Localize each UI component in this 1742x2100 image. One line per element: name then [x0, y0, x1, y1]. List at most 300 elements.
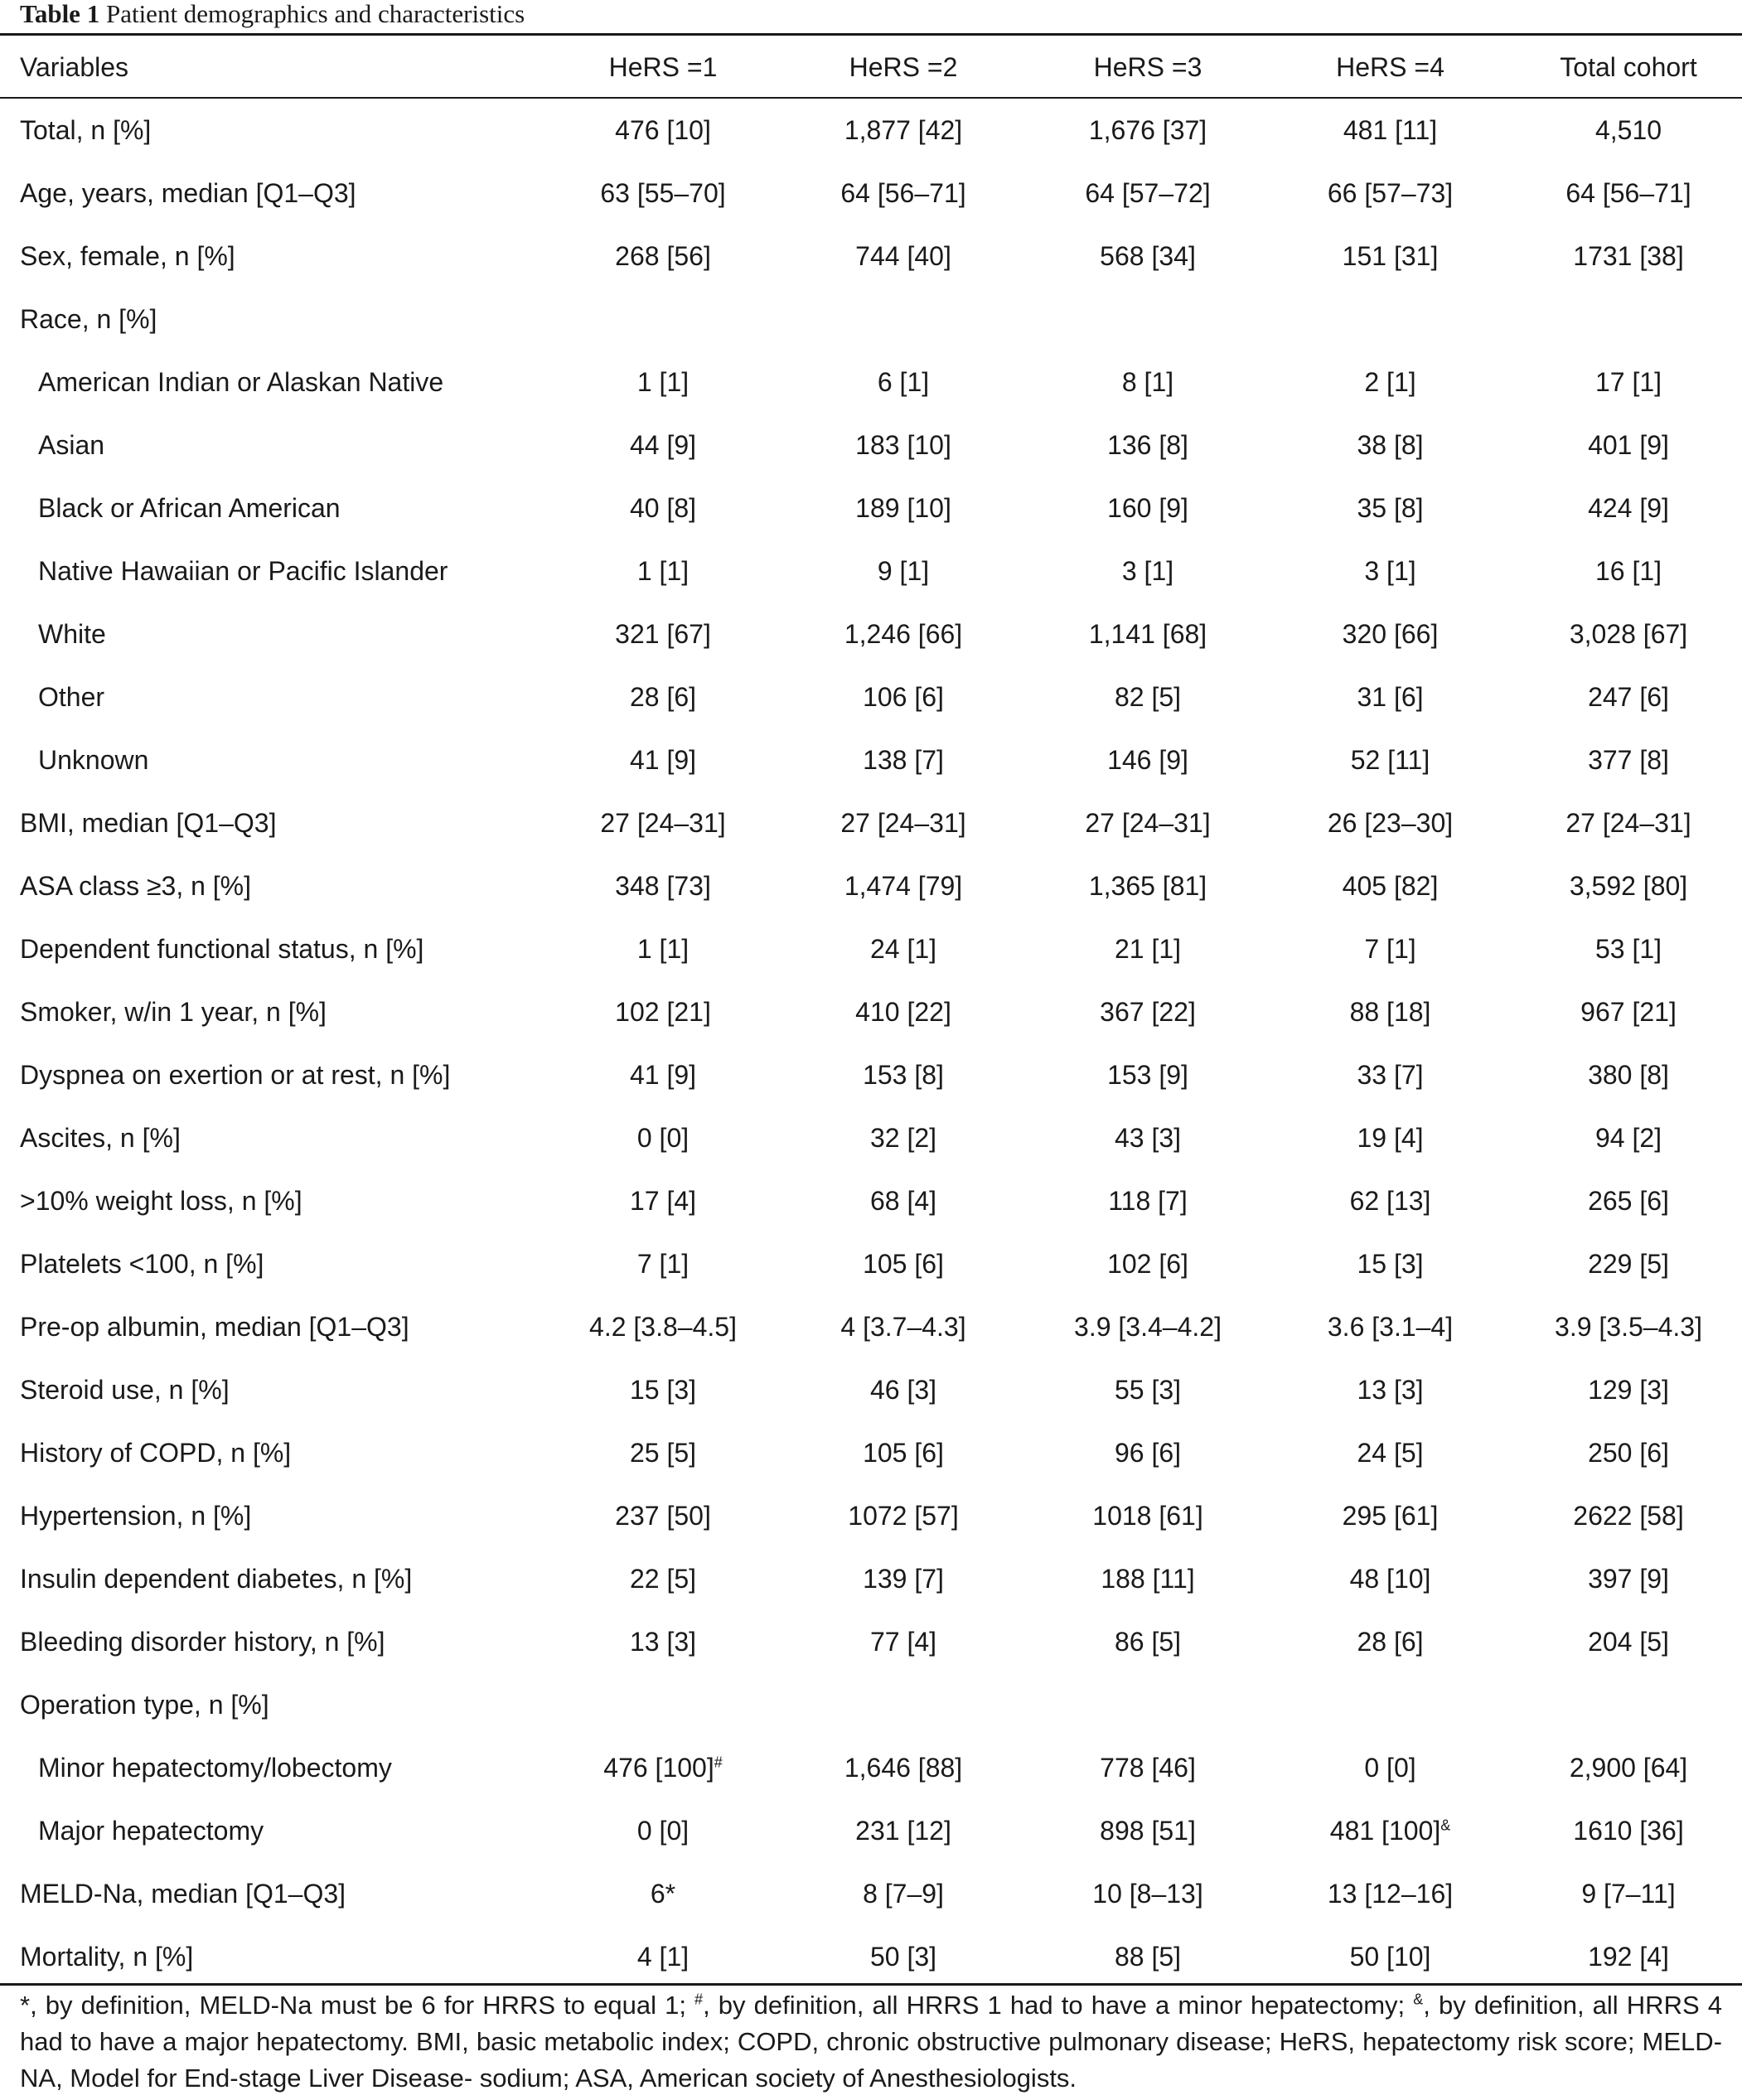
cell-value-text: 295 [61] — [1342, 1501, 1439, 1531]
cell-footnote-mark: # — [714, 1754, 723, 1771]
cell-value — [547, 1862, 779, 1925]
cell-value — [547, 665, 779, 728]
row-label: Operation type, n [%] — [20, 1690, 269, 1720]
cell-value-text: 43 [3] — [1114, 1123, 1182, 1153]
table-row — [0, 1169, 1742, 1232]
cell-value-text: 86 [5] — [1114, 1627, 1182, 1657]
cell-value-text: 229 [5] — [1588, 1249, 1669, 1279]
cell-value-text: 7 [1] — [636, 1249, 690, 1279]
cell-value — [1272, 665, 1508, 728]
cell-value — [787, 540, 1019, 602]
cell-value-text: 778 [46] — [1100, 1753, 1196, 1783]
cell-value — [1272, 351, 1508, 414]
cell-value-text: 9 [7–11] — [1581, 1879, 1676, 1909]
cell-value-text: 139 [7] — [863, 1564, 944, 1594]
cell-value-text: 898 [51] — [1100, 1816, 1196, 1846]
cell-value — [787, 1358, 1019, 1421]
cell-value — [1512, 854, 1742, 917]
row-label: MELD-Na, median [Q1–Q3] — [20, 1879, 346, 1909]
cell-value — [787, 1295, 1019, 1358]
cell-value-text: 424 [9] — [1588, 493, 1669, 523]
cell-value-text: 31 [6] — [1357, 682, 1424, 712]
cell-value-text: 77 [4] — [869, 1627, 937, 1657]
cell-footnote-mark: & — [1440, 1817, 1451, 1834]
cell-value-text: 405 [82] — [1342, 871, 1439, 901]
cell-value — [1272, 477, 1508, 540]
table-row — [0, 1610, 1742, 1673]
cell-value-text: 63 [55–70] — [600, 178, 726, 208]
cell-value-text: 321 [67] — [615, 619, 711, 649]
cell-value-text: 27 [24–31] — [1565, 808, 1691, 838]
cell-value-text: 4,510 — [1594, 115, 1662, 145]
row-label: ASA class ≥3, n [%] — [20, 871, 252, 901]
table-caption-text: Patient demographics and characteristics — [105, 0, 525, 28]
cell-value — [547, 854, 779, 917]
cell-value-text: 24 [1] — [869, 934, 937, 964]
cell-value — [1512, 1925, 1742, 1988]
cell-value-text: 476 [100] — [603, 1753, 714, 1783]
cell-value — [787, 225, 1019, 288]
cell-value — [787, 288, 1019, 351]
cell-value — [547, 1610, 779, 1673]
cell-value — [787, 1043, 1019, 1106]
cell-value — [1028, 1169, 1268, 1232]
cell-value — [1512, 1106, 1742, 1169]
cell-value-text: 153 [8] — [863, 1060, 944, 1090]
table-row — [0, 540, 1742, 602]
cell-value — [1272, 540, 1508, 602]
cell-value-text: 15 [3] — [1357, 1249, 1424, 1279]
cell-value-text: 62 [13] — [1349, 1186, 1431, 1216]
cell-value — [1512, 1169, 1742, 1232]
cell-value-text: 22 [5] — [629, 1564, 697, 1594]
cell-value-text: 3,028 [67] — [1569, 619, 1688, 649]
cell-value-text: 250 [6] — [1588, 1438, 1669, 1468]
cell-value-text: 15 [3] — [629, 1375, 697, 1405]
cell-value-text: 2 [1] — [1364, 367, 1416, 397]
cell-value — [787, 665, 1019, 728]
header-total-cohort: Total cohort — [1560, 52, 1697, 82]
cell-value-text: 1 [1] — [636, 367, 690, 397]
cell-value-text: 3,592 [80] — [1569, 871, 1688, 901]
cell-value-text: 1,877 [42] — [844, 115, 963, 145]
cell-value — [1272, 414, 1508, 477]
cell-value-text: 41 [9] — [629, 1060, 697, 1090]
row-label: Native Hawaiian or Pacific Islander — [38, 556, 448, 586]
cell-value-text: 476 [10] — [615, 115, 711, 145]
cell-value-text: 105 [6] — [863, 1249, 944, 1279]
cell-value-text: 2622 [58] — [1573, 1501, 1684, 1531]
cell-value-text: 204 [5] — [1588, 1627, 1669, 1657]
cell-value-text: 1,676 [37] — [1088, 115, 1207, 145]
cell-value — [547, 791, 779, 854]
cell-value — [547, 917, 779, 980]
cell-value — [1028, 791, 1268, 854]
table-row — [0, 665, 1742, 728]
cell-value-text: 3.6 [3.1–4] — [1327, 1312, 1454, 1342]
cell-value-text: 1,141 [68] — [1088, 619, 1207, 649]
cell-value-text: 7 [1] — [1364, 934, 1416, 964]
cell-value — [787, 854, 1019, 917]
table-row — [0, 1862, 1742, 1925]
cell-value-text: 10 [8–13] — [1092, 1879, 1203, 1909]
table-row — [0, 917, 1742, 980]
cell-value-text: 32 [2] — [869, 1123, 937, 1153]
cell-value-text: 129 [3] — [1588, 1375, 1669, 1405]
cell-value-text: 1018 [61] — [1092, 1501, 1203, 1531]
cell-value — [787, 917, 1019, 980]
cell-value — [547, 602, 779, 665]
cell-value — [787, 1673, 1019, 1736]
cell-value-text: 24 [5] — [1357, 1438, 1424, 1468]
footnote-text-1: *, by definition, MELD-Na must be 6 for HRRS to equal 1; — [20, 1991, 695, 2020]
cell-value — [1512, 1295, 1742, 1358]
cell-value-text: 744 [40] — [855, 241, 951, 271]
cell-value-text: 1,474 [79] — [844, 871, 963, 901]
cell-value — [547, 1169, 779, 1232]
cell-value — [1272, 1232, 1508, 1295]
row-label: Ascites, n [%] — [20, 1123, 181, 1153]
cell-value — [1512, 1547, 1742, 1610]
cell-value-text: 50 [3] — [869, 1942, 937, 1972]
cell-value — [547, 1925, 779, 1988]
cell-value-text: 50 [10] — [1349, 1942, 1431, 1972]
cell-value-text: 105 [6] — [863, 1438, 944, 1468]
cell-value-text: 231 [12] — [855, 1816, 951, 1846]
cell-value-text: 6 [1] — [877, 367, 930, 397]
cell-value-text: 38 [8] — [1357, 430, 1424, 460]
cell-value-text: 3.9 [3.5–4.3] — [1555, 1312, 1702, 1342]
cell-value — [787, 1925, 1019, 1988]
cell-value — [1028, 477, 1268, 540]
cell-value — [1028, 162, 1268, 225]
table-caption — [20, 0, 525, 30]
cell-value-text: 9 [1] — [877, 556, 930, 586]
row-label: Smoker, w/in 1 year, n [%] — [20, 997, 327, 1027]
cell-value — [787, 99, 1019, 162]
cell-value-text: 64 [57–72] — [1085, 178, 1211, 208]
cell-value — [787, 980, 1019, 1043]
cell-value-text: 568 [34] — [1100, 241, 1196, 271]
cell-value-text: 1072 [57] — [848, 1501, 959, 1531]
cell-value — [1028, 225, 1268, 288]
table-row — [0, 1106, 1742, 1169]
cell-value-text: 88 [5] — [1114, 1942, 1182, 1972]
cell-value-text: 138 [7] — [863, 745, 944, 775]
cell-value — [1272, 1925, 1508, 1988]
cell-value-text: 96 [6] — [1114, 1438, 1182, 1468]
cell-value — [1512, 477, 1742, 540]
cell-value-text: 19 [4] — [1357, 1123, 1424, 1153]
cell-value-text: 68 [4] — [869, 1186, 937, 1216]
cell-value — [1512, 1736, 1742, 1799]
cell-value — [1512, 1610, 1742, 1673]
cell-value-text: 26 [23–30] — [1327, 808, 1454, 838]
cell-value — [1512, 1799, 1742, 1862]
cell-value-text: 28 [6] — [1357, 1627, 1424, 1657]
cell-value — [1272, 1295, 1508, 1358]
cell-value-text: 192 [4] — [1588, 1942, 1669, 1972]
cell-value — [787, 351, 1019, 414]
table-row — [0, 414, 1742, 477]
cell-value — [1272, 728, 1508, 791]
cell-value — [787, 791, 1019, 854]
cell-value — [1272, 917, 1508, 980]
cell-value-text: 377 [8] — [1588, 745, 1669, 775]
table-row — [0, 1547, 1742, 1610]
cell-value — [1028, 1232, 1268, 1295]
cell-value-text: 1731 [38] — [1573, 241, 1684, 271]
table-row — [0, 1043, 1742, 1106]
row-label: >10% weight loss, n [%] — [20, 1186, 302, 1216]
cell-value-text: 401 [9] — [1588, 430, 1669, 460]
cell-value — [1272, 1736, 1508, 1799]
cell-value — [547, 1043, 779, 1106]
cell-value — [1272, 1043, 1508, 1106]
row-label: Minor hepatectomy/lobectomy — [38, 1753, 392, 1783]
cell-value — [1272, 1106, 1508, 1169]
cell-value-text: 146 [9] — [1107, 745, 1188, 775]
cell-value — [1512, 1862, 1742, 1925]
cell-value — [1272, 602, 1508, 665]
cell-value-text: 21 [1] — [1114, 934, 1182, 964]
cell-value — [787, 602, 1019, 665]
cell-value-text: 46 [3] — [869, 1375, 937, 1405]
cell-value-text: 13 [3] — [629, 1627, 697, 1657]
cell-value — [1272, 1673, 1508, 1736]
table-row — [0, 728, 1742, 791]
cell-value-text: 136 [8] — [1107, 430, 1188, 460]
cell-value — [1272, 1358, 1508, 1421]
cell-value-text: 0 [0] — [1364, 1753, 1416, 1783]
cell-value — [1512, 728, 1742, 791]
cell-value — [547, 1106, 779, 1169]
cell-value — [1512, 99, 1742, 162]
cell-value — [1028, 917, 1268, 980]
table-row — [0, 1421, 1742, 1484]
cell-value — [547, 980, 779, 1043]
cell-value-text: 102 [6] — [1107, 1249, 1188, 1279]
header-hers-2: HeRS =2 — [849, 52, 958, 82]
table-row — [0, 1925, 1742, 1988]
table-row — [0, 1673, 1742, 1736]
row-label: White — [38, 619, 106, 649]
cell-value-text: 183 [10] — [855, 430, 951, 460]
cell-value — [1028, 1610, 1268, 1673]
table-row — [0, 1799, 1742, 1862]
footnote-sup-amp: & — [1413, 1991, 1424, 2008]
cell-value — [1028, 854, 1268, 917]
row-label: American Indian or Alaskan Native — [38, 367, 444, 397]
cell-value — [1272, 854, 1508, 917]
cell-value-text: 247 [6] — [1588, 682, 1669, 712]
cell-value-text: 8 [7–9] — [863, 1879, 944, 1909]
cell-value — [1512, 225, 1742, 288]
cell-value-text: 1,646 [88] — [844, 1753, 963, 1783]
cell-value-text: 397 [9] — [1588, 1564, 1669, 1594]
cell-value-text: 481 [11] — [1343, 115, 1438, 145]
cell-value-text: 64 [56–71] — [840, 178, 966, 208]
cell-value — [547, 1547, 779, 1610]
cell-value — [1028, 1106, 1268, 1169]
cell-value — [1028, 1421, 1268, 1484]
cell-value — [547, 1421, 779, 1484]
cell-value-text: 28 [6] — [629, 682, 697, 712]
cell-value-text: 52 [11] — [1350, 745, 1430, 775]
row-label: Dyspnea on exertion or at rest, n [%] — [20, 1060, 451, 1090]
table-row — [0, 225, 1742, 288]
table-row — [0, 602, 1742, 665]
header-hers-1: HeRS =1 — [608, 52, 718, 82]
cell-value-text: 348 [73] — [615, 871, 711, 901]
cell-value — [787, 1547, 1019, 1610]
cell-value — [1028, 1673, 1268, 1736]
cell-value-text: 967 [21] — [1580, 997, 1677, 1027]
bottom-rule — [0, 1983, 1742, 1986]
row-label: Asian — [38, 430, 105, 460]
cell-value — [1028, 414, 1268, 477]
cell-value — [547, 1295, 779, 1358]
cell-value-text: 53 [1] — [1594, 934, 1662, 964]
cell-value-text: 1 [1] — [636, 556, 690, 586]
cell-value — [1512, 917, 1742, 980]
cell-value — [1028, 602, 1268, 665]
cell-value — [1272, 99, 1508, 162]
cell-value — [1028, 1862, 1268, 1925]
row-label: Platelets <100, n [%] — [20, 1249, 264, 1279]
cell-value-text: 265 [6] — [1588, 1186, 1669, 1216]
cell-value-text: 410 [22] — [855, 997, 951, 1027]
cell-value — [1272, 1799, 1508, 1862]
header-variables: Variables — [20, 52, 129, 82]
cell-value-text: 320 [66] — [1342, 619, 1439, 649]
cell-value-text: 106 [6] — [863, 682, 944, 712]
cell-value — [1272, 791, 1508, 854]
cell-value-text: 33 [7] — [1357, 1060, 1424, 1090]
cell-value — [787, 1106, 1019, 1169]
cell-value-text: 66 [57–73] — [1327, 178, 1454, 208]
cell-value — [787, 728, 1019, 791]
cell-value — [1512, 1232, 1742, 1295]
cell-value-text: 237 [50] — [615, 1501, 711, 1531]
cell-value — [1512, 1484, 1742, 1547]
cell-value-text: 27 [24–31] — [1085, 808, 1211, 838]
cell-value — [787, 477, 1019, 540]
cell-value — [787, 414, 1019, 477]
footnote-text-3: , by definition, all HRRS 4 had to have a major hepatectomy. BMI, basic metabolic index; COPD, chronic obstructive pulmonary disease; HeRS, hepatectomy risk score; MELD-NA, Model for End-stage Liver Disease- sodium; ASA, American society of Anesthesiologists. — [20, 1991, 1722, 2093]
cell-value — [1512, 162, 1742, 225]
cell-value-text: 189 [10] — [855, 493, 951, 523]
cell-value — [547, 1358, 779, 1421]
cell-value — [1272, 225, 1508, 288]
cell-value-text: 4.2 [3.8–4.5] — [589, 1312, 737, 1342]
cell-value — [1512, 1358, 1742, 1421]
cell-value — [1272, 980, 1508, 1043]
table-footnote — [20, 1987, 1722, 2097]
cell-value — [547, 288, 779, 351]
row-label: Steroid use, n [%] — [20, 1375, 230, 1405]
row-label: History of COPD, n [%] — [20, 1438, 292, 1468]
cell-value — [547, 477, 779, 540]
cell-value — [547, 414, 779, 477]
cell-value — [787, 1169, 1019, 1232]
cell-value-text: 27 [24–31] — [840, 808, 966, 838]
cell-value — [1512, 665, 1742, 728]
cell-value — [1512, 1043, 1742, 1106]
cell-value — [1512, 791, 1742, 854]
header-hers-3: HeRS =3 — [1093, 52, 1202, 82]
cell-value-text: 64 [56–71] — [1565, 178, 1691, 208]
cell-value — [1512, 602, 1742, 665]
cell-value — [1512, 980, 1742, 1043]
row-label: Insulin dependent diabetes, n [%] — [20, 1564, 413, 1594]
table-row — [0, 99, 1742, 162]
cell-value-text: 35 [8] — [1357, 493, 1424, 523]
cell-value — [1028, 1799, 1268, 1862]
row-label: Mortality, n [%] — [20, 1942, 194, 1972]
cell-value-text: 55 [3] — [1114, 1375, 1182, 1405]
cell-value — [547, 162, 779, 225]
row-label: Black or African American — [38, 493, 341, 523]
table-row — [0, 288, 1742, 351]
cell-value — [1512, 540, 1742, 602]
cell-value — [1272, 1547, 1508, 1610]
table-row — [0, 1358, 1742, 1421]
cell-value — [547, 1484, 779, 1547]
cell-value — [787, 1799, 1019, 1862]
footnote-text-2: , by definition, all HRRS 1 had to have a minor hepatectomy; — [703, 1991, 1414, 2020]
cell-value — [787, 1232, 1019, 1295]
table-row — [0, 477, 1742, 540]
cell-value-text: 4 [1] — [636, 1942, 690, 1972]
header-hers-4: HeRS =4 — [1336, 52, 1444, 82]
cell-value-text: 268 [56] — [615, 241, 711, 271]
row-label: Hypertension, n [%] — [20, 1501, 252, 1531]
cell-value — [787, 1421, 1019, 1484]
cell-value — [1272, 288, 1508, 351]
cell-value — [1028, 980, 1268, 1043]
table-row — [0, 1232, 1742, 1295]
cell-value — [787, 1610, 1019, 1673]
cell-value-text: 16 [1] — [1594, 556, 1662, 586]
cell-value — [787, 1862, 1019, 1925]
cell-value — [547, 1673, 779, 1736]
cell-value-text: 41 [9] — [629, 745, 697, 775]
cell-value-text: 88 [18] — [1349, 997, 1431, 1027]
cell-value-text: 27 [24–31] — [600, 808, 726, 838]
cell-value-text: 380 [8] — [1588, 1060, 1669, 1090]
cell-value-text: 367 [22] — [1100, 997, 1196, 1027]
cell-value-text: 3 [1] — [1364, 556, 1416, 586]
cell-value-text: 0 [0] — [636, 1123, 690, 1153]
cell-value — [1272, 1862, 1508, 1925]
cell-value — [1028, 351, 1268, 414]
table-row — [0, 1736, 1742, 1799]
cell-value-text: 2,900 [64] — [1569, 1753, 1688, 1783]
cell-value — [547, 1736, 779, 1799]
cell-value — [547, 1799, 779, 1862]
cell-value-text: 40 [8] — [629, 493, 697, 523]
row-label: Total, n [%] — [20, 115, 152, 145]
cell-value — [547, 728, 779, 791]
cell-value-text: 481 [100] — [1329, 1816, 1441, 1846]
cell-value — [1028, 1358, 1268, 1421]
table-caption-label: Table 1 — [20, 0, 100, 28]
row-label: Other — [38, 682, 105, 712]
cell-value-text: 8 [1] — [1121, 367, 1174, 397]
cell-value — [1272, 1484, 1508, 1547]
cell-value-text: 153 [9] — [1107, 1060, 1188, 1090]
